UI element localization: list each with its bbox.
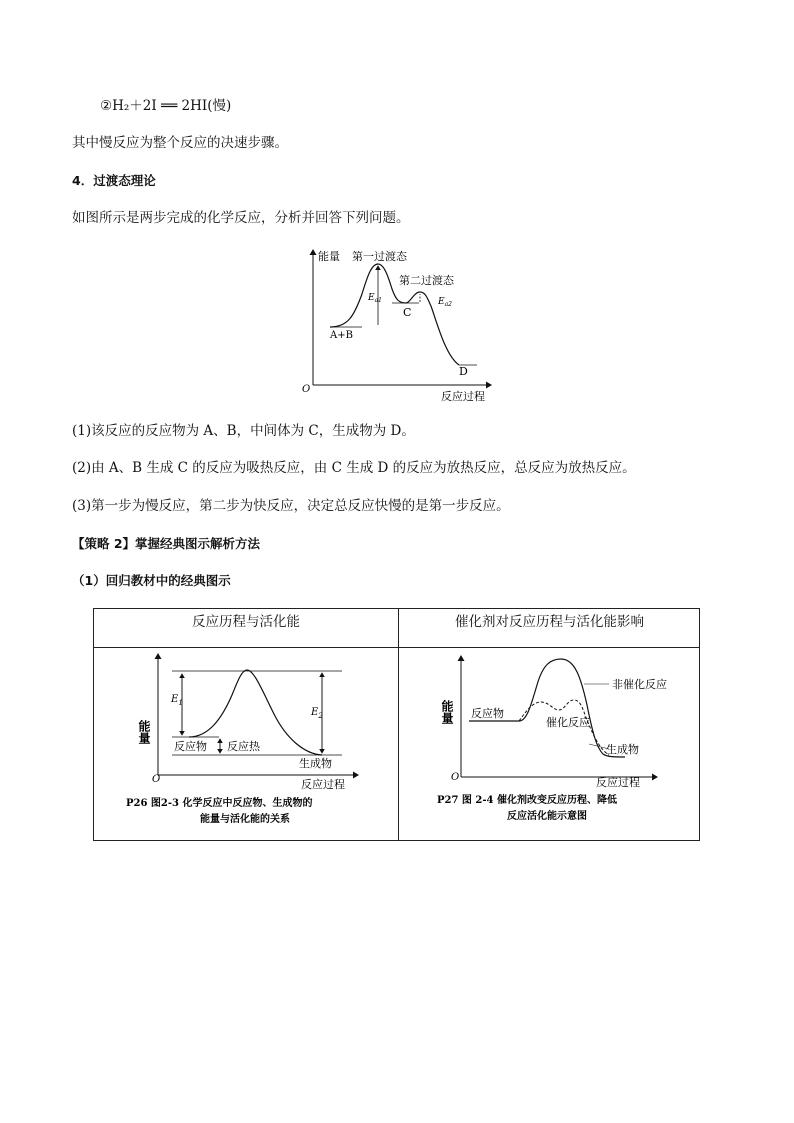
section-4-heading: 4．过渡态理论 [72, 173, 156, 188]
y-axis-label: 能量 [318, 250, 340, 263]
origin-label: O [302, 384, 311, 395]
ea1-label: $E_{a1}$ [368, 293, 382, 304]
activation-energy-diagram [114, 650, 384, 840]
two-step-energy-diagram [296, 244, 506, 406]
reactant-label: A+B [330, 330, 353, 341]
subsection-1-heading: （1）回归教材中的经典图示 [72, 573, 231, 588]
classic-diagram-table [93, 608, 700, 841]
catalyst-diagram [419, 650, 689, 840]
product-label: 生成物 [299, 757, 332, 770]
catalyzed-label: 催化反应 [546, 716, 590, 729]
e2-label: $E_2$ [311, 707, 323, 720]
reactant-label: 反应物 [471, 707, 504, 720]
ts2-label: 第二过渡态 [399, 274, 454, 287]
caption-line-2: 反应活化能示意图 [507, 811, 587, 822]
x-axis-label: 反应过程 [301, 778, 345, 791]
caption-line-1: P26 图2-3 化学反应中反应物、生成物的 [126, 798, 313, 809]
origin-label: O [152, 774, 161, 785]
equation-2: ②H₂＋2I ══ 2HI(慢) [100, 98, 232, 114]
intermediate-label: C [403, 306, 412, 319]
ts1-label: 第一过渡态 [352, 250, 407, 263]
e1-label: $E_1$ [171, 694, 183, 707]
uncatalyzed-label: 非催化反应 [612, 678, 667, 691]
reactant-label: 反应物 [174, 740, 207, 753]
product-label: 生成物 [606, 743, 639, 756]
x-axis-label: 反应过程 [441, 390, 485, 403]
caption-line-2: 能量与活化能的关系 [200, 814, 290, 825]
slow-step-text: 其中慢反应为整个反应的决速步骤。 [72, 135, 288, 151]
question-1: (1)该反应的反应物为 A、B，中间体为 C，生成物为 D。 [72, 423, 415, 439]
x-axis-label: 反应过程 [596, 776, 640, 789]
reaction-heat-label: 反应热 [227, 740, 260, 753]
table-header-col1: 反应历程与活化能 [192, 614, 300, 630]
question-2: (2)由 A、B 生成 C 的反应为吸热反应，由 C 生成 D 的反应为放热反应，总反应为放热反应。 [72, 460, 636, 476]
caption-line-1: P27 图 2-4 催化剂改变反应历程、降低 [437, 795, 617, 806]
strategy-2-heading: 【策略 2】掌握经典图示解析方法 [72, 536, 261, 551]
question-3: (3)第一步为慢反应，第二步为快反应，决定总反应快慢的是第一步反应。 [72, 498, 510, 514]
ea2-label: $E_{a2}$ [438, 297, 452, 308]
origin-label: O [451, 772, 460, 783]
product-label: D [459, 365, 468, 378]
y-axis-label: 能量 [137, 720, 151, 744]
y-axis-label: 能量 [440, 700, 454, 724]
intro-text: 如图所示是两步完成的化学反应，分析并回答下列问题。 [72, 210, 410, 226]
table-header-col2: 催化剂对反应历程与活化能影响 [455, 614, 644, 630]
